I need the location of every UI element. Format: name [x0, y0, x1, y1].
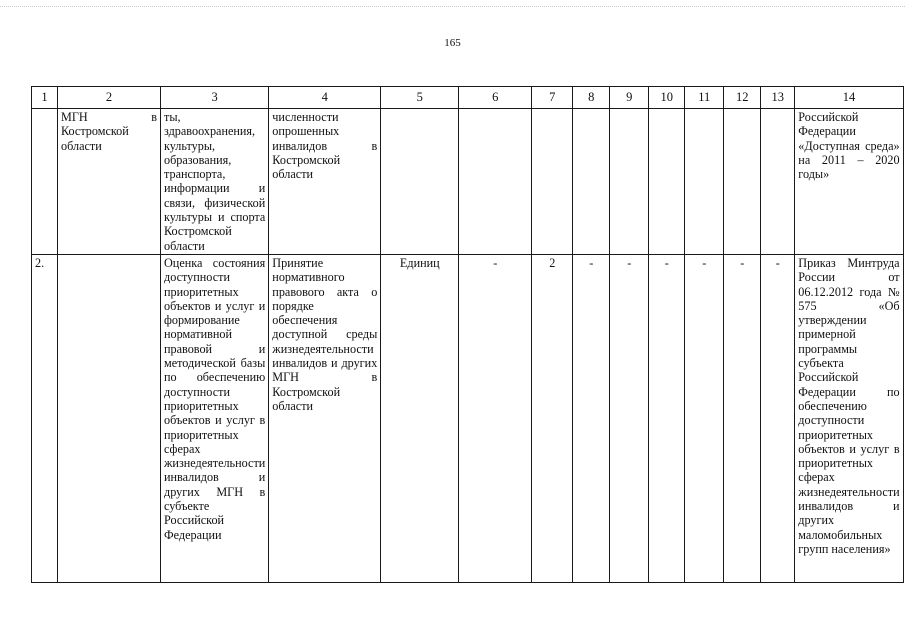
header-cell-6: 6 — [459, 87, 532, 109]
measure-cell: ты, здравоохранения, культуры, образования, транспорта, информации и связи, физической культуры и спорта Костромской области — [161, 109, 269, 255]
value-cell-12: - — [724, 254, 761, 582]
value-cell-8 — [573, 109, 610, 255]
indicator-cell: численности опрошенных инвалидов в Костромской области — [269, 109, 381, 255]
value-cell-6: - — [459, 254, 532, 582]
value-cell-11: - — [685, 254, 724, 582]
value-cell-13 — [761, 109, 795, 255]
legal-basis-cell: Приказ Минтруда России от 06.12.2012 года № 575 «Об утверждении примерной программы субъекта Российской Федерации по обеспечению доступности приоритетных объектов и услуг в приоритетных сферах жизнедеятельности инвалидов и других маломобильных групп населения» — [795, 254, 903, 582]
header-cell-1: 1 — [32, 87, 58, 109]
row-number-cell: 2. — [32, 254, 58, 582]
scan-top-edge — [0, 0, 905, 7]
value-cell-7 — [532, 109, 573, 255]
header-cell-7: 7 — [532, 87, 573, 109]
responsible-cell — [58, 254, 161, 582]
header-cell-11: 11 — [685, 87, 724, 109]
header-cell-10: 10 — [649, 87, 685, 109]
value-cell-13: - — [761, 254, 795, 582]
value-cell-11 — [685, 109, 724, 255]
unit-cell: Единиц — [381, 254, 459, 582]
header-cell-9: 9 — [610, 87, 649, 109]
page-number: 165 — [444, 37, 461, 49]
header-cell-12: 12 — [724, 87, 761, 109]
table-row — [32, 254, 904, 582]
header-cell-3: 3 — [161, 87, 269, 109]
value-cell-6 — [459, 109, 532, 255]
indicator-cell: Принятие нормативного правового акта о порядке обеспечения доступной среды жизнедеятельности инвалидов и других МГН в Костромской области — [269, 254, 381, 582]
unit-cell — [381, 109, 459, 255]
document-table — [31, 86, 904, 583]
legal-basis-cell: Российской Федерации «Доступная среда» на 2011 – 2020 годы» — [795, 109, 903, 255]
row-number-cell — [32, 109, 58, 255]
header-cell-5: 5 — [381, 87, 459, 109]
value-cell-10: - — [649, 254, 685, 582]
table-header-row — [32, 87, 904, 109]
value-cell-10 — [649, 109, 685, 255]
measure-cell: Оценка состояния доступности приоритетных объектов и услуг и формирование нормативной правовой и методической базы по обеспечению доступности приоритетных объектов и услуг в приоритетных сферах жизнедеятельности инвалидов и других МГН в субъекте Российской Федерации — [161, 254, 269, 582]
header-cell-8: 8 — [573, 87, 610, 109]
table-row — [32, 109, 904, 255]
value-cell-12 — [724, 109, 761, 255]
header-cell-2: 2 — [58, 87, 161, 109]
value-cell-9 — [610, 109, 649, 255]
header-cell-13: 13 — [761, 87, 795, 109]
value-cell-9: - — [610, 254, 649, 582]
responsible-cell: МГН в Костромской области — [58, 109, 161, 255]
value-cell-7: 2 — [532, 254, 573, 582]
header-cell-14: 14 — [795, 87, 903, 109]
value-cell-8: - — [573, 254, 610, 582]
header-cell-4: 4 — [269, 87, 381, 109]
